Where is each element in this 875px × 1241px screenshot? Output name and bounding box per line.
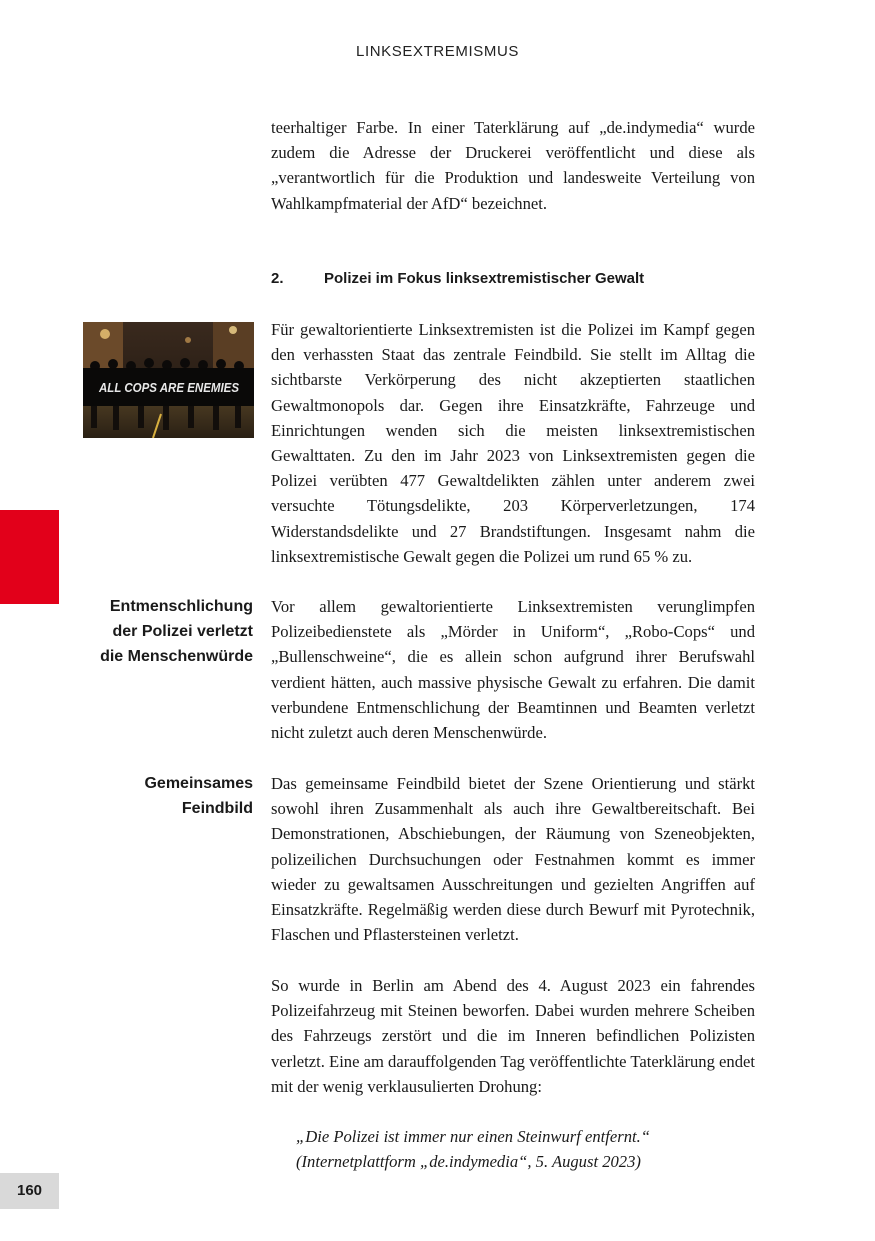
paragraph-intro: Für gewaltorientierte Linksextremisten ist die Polizei im Kampf gegen den verhassten Staat das zentrale Feindbild. Sie stellt im Alltag die sichtbarste Verkörperung des nicht akzeptierten staatlichen Gewaltmonopols dar. Gegen ihre Einsatzkräfte, Fahrzeuge und Einrichtungen wenden sich die meisten linksextremistischen Gewalttaten. Zu den im Jahr 2023 von Linksextremisten gegen die Polizei verübten 477 Gewaltdelikten zählen unter anderem zwei versuchte Tötungsdelikte, 203 Körperverletzungen, 174 Widerstandsdelikte und 27 Brandstiftungen. Insgesamt nahm die linksextremistische Gewalt gegen die Polizei um rund 65 % zu. xyxy=(271,320,755,566)
margin-note-dehumanization xyxy=(73,594,253,670)
margin-note-line: der Polizei verletzt xyxy=(112,623,253,641)
quote-source: (Internetplattform „de.indymedia“, 5. August 2023) xyxy=(296,1152,641,1172)
running-header: LINKSEXTREMISMUS xyxy=(356,43,519,60)
paragraph-continuation: teerhaltiger Farbe. In einer Taterklärung auf „de.indymedia“ wurde zudem die Adresse der Druckerei veröffentlicht und diese als „verantwortlich für die Produktion und landesweite Verteilung von Wahlkampfmaterial der AfD“ bezeichnet. xyxy=(271,118,755,213)
margin-note-line: Feindbild xyxy=(181,800,253,818)
paragraph-dehumanization: Vor allem gewaltorientierte Linksextremisten verunglimpfen Polizeibedienstete als „Mörder in Uniform“, „Robo-Cops“ und „Bullenschweine“, die es allein schon aufgrund ihrer Berufswahl verdient hätten, auch massive physische Gewalt zu erfahren. Die damit verbundene Entmenschlichung der Beamtinnen und Beamten verletzt nicht zuletzt auch deren Menschenwürde. xyxy=(271,597,755,743)
paragraph-berlin: So wurde in Berlin am Abend des 4. August 2023 ein fahrendes Polizeifahrzeug mit Steinen beworfen. Dabei wurden mehrere Scheiben des Fahrzeugs zerstört und die im Inneren befindlichen Polizisten verletzt. Eine am darauffolgenden Tag veröffentlichte Taterklärung endet mit der wenig verklausulierten Drohung: xyxy=(271,976,755,1096)
page-number: 160 xyxy=(0,1173,59,1209)
section-number: 2. xyxy=(271,270,284,287)
margin-note-enemy-image xyxy=(73,771,253,821)
paragraph-enemy-image: Das gemeinsame Feindbild bietet der Szene Orientierung und stärkt sowohl ihren Zusammenhalt als auch ihre Gewaltbereitschaft. Bei Demonstrationen, Abschiebungen, der Räumung von Szeneobjekten, polizeilichen Durchsuchungen oder Festnahmen kommt es immer wieder zu gewaltsamen Ausschreitungen und gezielten Angriffen auf Einsatzkräfte. Regelmäßig werden diese durch Bewurf mit Pyrotechnik, Flaschen und Pflastersteinen verletzt. xyxy=(271,774,755,945)
protest-photo xyxy=(83,322,254,438)
block-quote xyxy=(296,1124,756,1174)
chapter-tab xyxy=(0,510,59,604)
margin-note-line: Entmenschlichung xyxy=(109,598,253,615)
section-title: Polizei im Fokus linksextremistischer Gewalt xyxy=(324,270,645,287)
banner-text: ALL COPS ARE ENEMIES xyxy=(98,380,240,395)
section-heading xyxy=(271,268,755,290)
margin-note-line: die Menschenwürde xyxy=(100,648,253,666)
quote-text: „Die Polizei ist immer nur einen Steinwurf entfernt.“ xyxy=(296,1127,650,1146)
margin-note-line: Gemeinsames xyxy=(144,775,253,792)
